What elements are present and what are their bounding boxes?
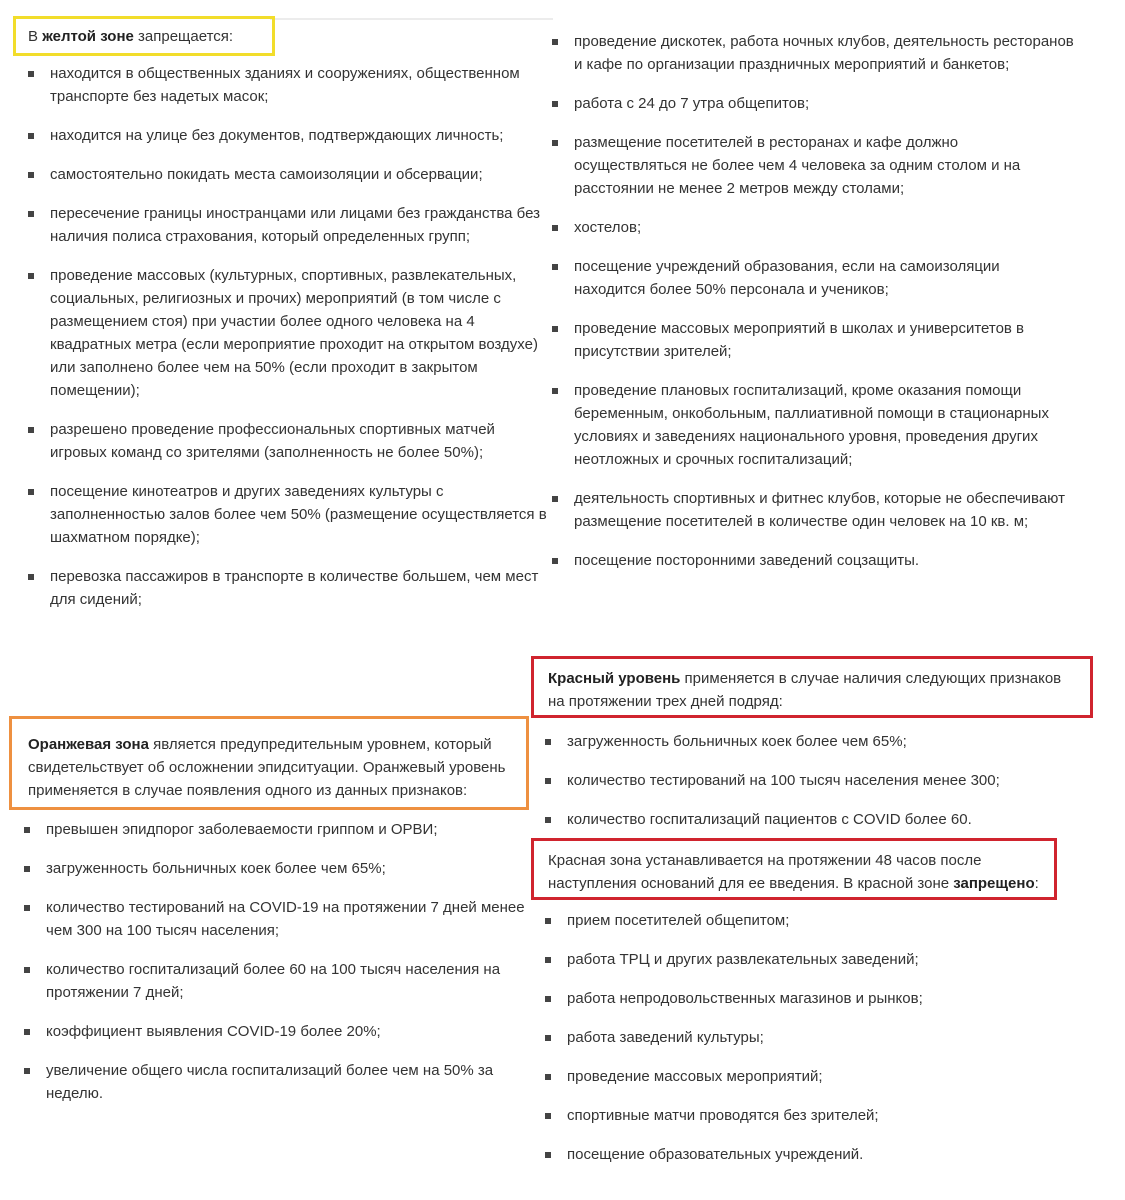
red-zone-header <box>531 838 1057 900</box>
yellow-zone-header <box>13 16 275 56</box>
list-item: самостоятельно покидать места самоизоляции и обсервации; <box>26 163 551 186</box>
red-zone-description: Красная зона устанавливается на протяжении 48 часов после наступления оснований для ее введения. В красной зоне <box>548 852 982 892</box>
list-item: работа заведений культуры; <box>543 1026 1083 1049</box>
orange-zone-title: Оранжевая зона <box>28 736 149 753</box>
red-zone-prohibited-items <box>543 909 1083 1166</box>
list-item: работа с 24 до 7 утра общепитов; <box>550 92 1075 115</box>
list-item: находится на улице без документов, подтверждающих личность; <box>26 124 551 147</box>
list-item: прием посетителей общепитом; <box>543 909 1083 932</box>
list-item: превышен эпидпорог заболеваемости гриппом и ОРВИ; <box>22 818 542 841</box>
list-item: увеличение общего числа госпитализаций более чем на 50% за неделю. <box>22 1059 542 1105</box>
yellow-zone-title: желтой зоне <box>42 28 134 45</box>
list-item: размещение посетителей в ресторанах и кафе должно осуществляться не более чем 4 человека за одним столом и на расстоянии не менее 2 метров между столами; <box>550 131 1075 200</box>
list-item: количество тестирований на COVID-19 на протяжении 7 дней менее чем 300 на 100 тысяч населения; <box>22 896 542 942</box>
orange-zone-header <box>9 716 529 810</box>
list-item: разрешено проведение профессиональных спортивных матчей игровых команд со зрителями (заполненность не более 50%); <box>26 418 551 464</box>
yellow-zone-items-continued <box>550 30 1075 572</box>
red-level-description: применяется в случае наличия следующих признаков на протяжении трех дней подряд: <box>548 670 1062 710</box>
orange-zone-items <box>22 818 542 1105</box>
yellow-zone-list-left <box>26 62 551 627</box>
list-item: проведение плановых госпитализаций, кроме оказания помощи беременным, онкобольным, паллиативной помощи в стационарных условиях и заведениях национального уровня, проведения других неотложных и срочных госпитализаций; <box>550 379 1075 471</box>
list-item: проведение массовых мероприятий; <box>543 1065 1083 1088</box>
orange-zone-description: является предупредительным уровнем, который свидетельствует об осложнении эпидситуации. Оранжевый уровень применяется в случае появления одного из данных признаков: <box>28 736 506 799</box>
list-item: посещение образовательных учреждений. <box>543 1143 1083 1166</box>
list-item: посещение кинотеатров и других заведениях культуры с заполненностью залов более чем 50% (размещение осуществляется в шахматном порядке); <box>26 480 551 549</box>
list-item: посещение посторонними заведений соцзащиты. <box>550 549 1075 572</box>
list-item: перевозка пассажиров в транспорте в количестве большем, чем мест для сидений; <box>26 565 551 611</box>
red-zone-prohibited-word: запрещено <box>953 875 1035 892</box>
list-item: работа ТРЦ и других развлекательных заведений; <box>543 948 1083 971</box>
list-item: коэффициент выявления COVID-19 более 20%; <box>22 1020 542 1043</box>
orange-zone-list <box>22 818 542 1121</box>
red-level-header <box>531 656 1093 718</box>
yellow-zone-suffix: запрещается: <box>133 28 234 45</box>
top-divider <box>270 18 553 20</box>
red-level-signs-list <box>543 730 1083 847</box>
yellow-zone-items <box>26 62 551 611</box>
list-item: деятельность спортивных и фитнес клубов, которые не обеспечивают размещение посетителей в количестве один человек на 10 кв. м; <box>550 487 1075 533</box>
list-item: проведение массовых мероприятий в школах и университетов в присутствии зрителей; <box>550 317 1075 363</box>
list-item: проведение массовых (культурных, спортивных, развлекательных, социальных, религиозных и прочих) мероприятий (в том числе с размещением стоя) при участии более одного человека на 4 квадратных метра (если мероприятие проходит на открытом воздухе) или заполнено более чем на 50% (если проходит в закрытом помещении); <box>26 264 551 402</box>
list-item: проведение дискотек, работа ночных клубов, деятельность ресторанов и кафе по организации праздничных мероприятий и банкетов; <box>550 30 1075 76</box>
list-item: спортивные матчи проводятся без зрителей; <box>543 1104 1083 1127</box>
list-item: количество тестирований на 100 тысяч населения менее 300; <box>543 769 1083 792</box>
red-level-title: Красный уровень <box>548 670 681 687</box>
red-zone-colon: : <box>1034 875 1039 892</box>
list-item: хостелов; <box>550 216 1075 239</box>
list-item: загруженность больничных коек более чем 65%; <box>22 857 542 880</box>
red-zone-prohibited-list <box>543 909 1083 1182</box>
list-item: находится в общественных зданиях и сооружениях, общественном транспорте без надетых масок; <box>26 62 551 108</box>
yellow-zone-prefix: В <box>28 28 43 45</box>
list-item: загруженность больничных коек более чем 65%; <box>543 730 1083 753</box>
list-item: количество госпитализаций пациентов с COVID более 60. <box>543 808 1083 831</box>
list-item: пересечение границы иностранцами или лицами без гражданства без наличия полиса страхования, который определенных групп; <box>26 202 551 248</box>
red-level-signs <box>543 730 1083 831</box>
list-item: посещение учреждений образования, если на самоизоляции находится более 50% персонала и учеников; <box>550 255 1075 301</box>
list-item: количество госпитализаций более 60 на 100 тысяч населения на протяжении 7 дней; <box>22 958 542 1004</box>
list-item: работа непродовольственных магазинов и рынков; <box>543 987 1083 1010</box>
yellow-zone-list-right <box>550 30 1075 588</box>
